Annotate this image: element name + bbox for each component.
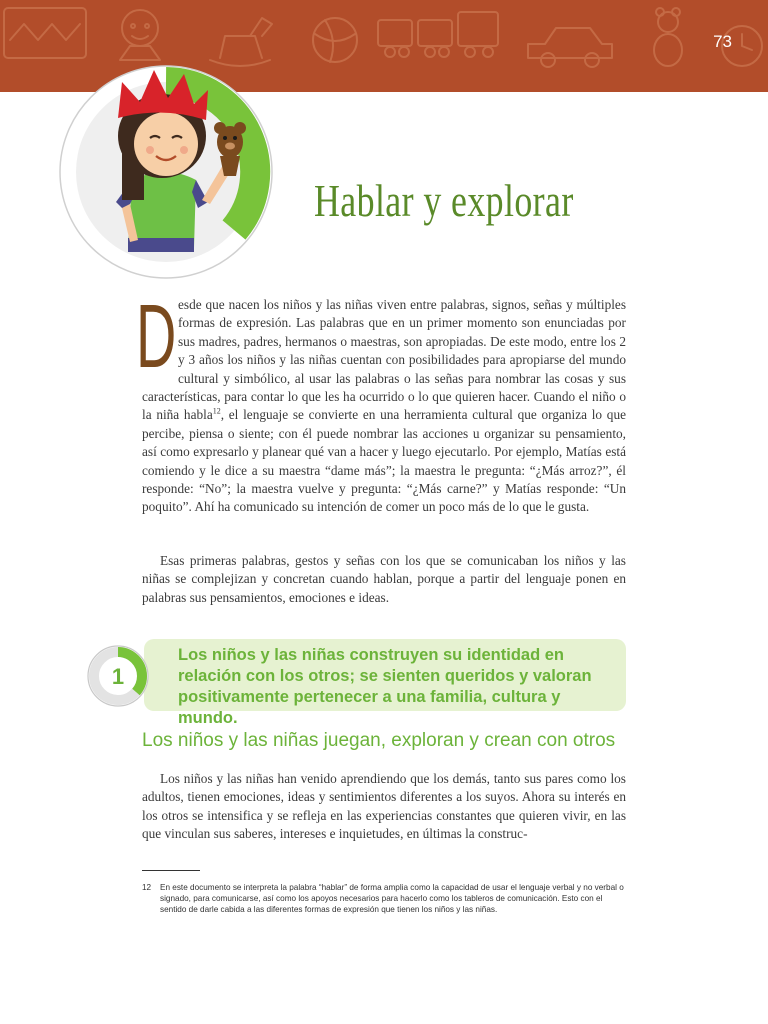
footnote-divider: [142, 870, 200, 871]
girl-with-hand-puppet-illustration: [56, 52, 276, 284]
footnote-text: En este documento se interpreta la palabra “hablar” de forma amplia como la capacidad de usar el lenguaje verbal y no verbal o signado, para comunicarse, así como los apoyos necesarios para hacerlo como los tableros de comunicación. Esto con el sentido de darle cabida a las diferentes formas de expresión que tienen los niños y las niñas.: [160, 883, 624, 914]
paragraph-2: Esas primeras palabras, gestos y señas con los que se comunicaban los niños y las niñas se complejizan y concretan cuando hablan, porque a partir del lenguaje ponen en palabras sus pensamientos, emociones e ideas.: [142, 553, 626, 605]
page-title: Hablar y explorar: [314, 175, 574, 226]
paragraph-1-lead: esde que nacen los niños y las niñas viven entre palabras, signos, señas y múltiples formas de expresión. Las palabras que en un primer momento son enunciadas por sus madres, padres, hermanos o maestras, son apropiadas. De este modo, entre los 2 y 3 años los niños y las niñas cuentan con posibilidades para apropiarse del mundo cultural y simbólico, al usar las palabras o las señas para nombrar las cosas y sus características, para contar lo que les ha ocurrido o lo que quieren hacer. Cuando el niño o la niña habla: [142, 297, 626, 423]
section-subheading: Los niños y las niñas juegan, exploran y crean con otros: [142, 730, 616, 751]
paragraph-1-tail: , el lenguaje se convierte en una herramienta cultural que organiza lo que percibe, piensa o siente; con él puede nombrar las acciones u organizar su pensamiento, así como expresarlo y planear qué van a hacer y luego ejecutarlo. Por ejemplo, Matías está comiendo y le dice a su maestra “dame más”; la maestra le pregunta: “¿Más arroz?”, él responde: “No”; la maestra vuelve y pregunta: “¿Más carne?” y Matías responde: “Un poquito”. Ahí ha comunicado su intención de comer un poco más de lo que le gusta.: [142, 407, 626, 515]
footnote: [142, 882, 627, 915]
footnote-number: 12: [142, 883, 152, 892]
footnote-ref: 12: [212, 407, 221, 417]
paragraph-3: Los niños y las niñas han venido aprendiendo que los demás, tanto sus pares como los adultos, tienen emociones, ideas y sentimientos diferentes a los suyos. Ahora su interés en los otros se intensifica y se refleja en las experiencias constantes que quieren vivir, en las que vinculan sus saberes, intereses e inquietudes, en últimas la construc-: [142, 771, 626, 842]
green-progress-ring-icon: [84, 640, 154, 710]
callout-number: 1: [111, 664, 125, 689]
page-number: 73: [713, 32, 732, 51]
callout-text: Los niños y las niñas construyen su identidad en relación con los otros; se sienten queridos y valoran positivamente pertenecer a una familia, cultura y mundo.: [178, 646, 592, 727]
paragraph-1: [142, 296, 626, 517]
drop-cap: D: [136, 287, 177, 387]
